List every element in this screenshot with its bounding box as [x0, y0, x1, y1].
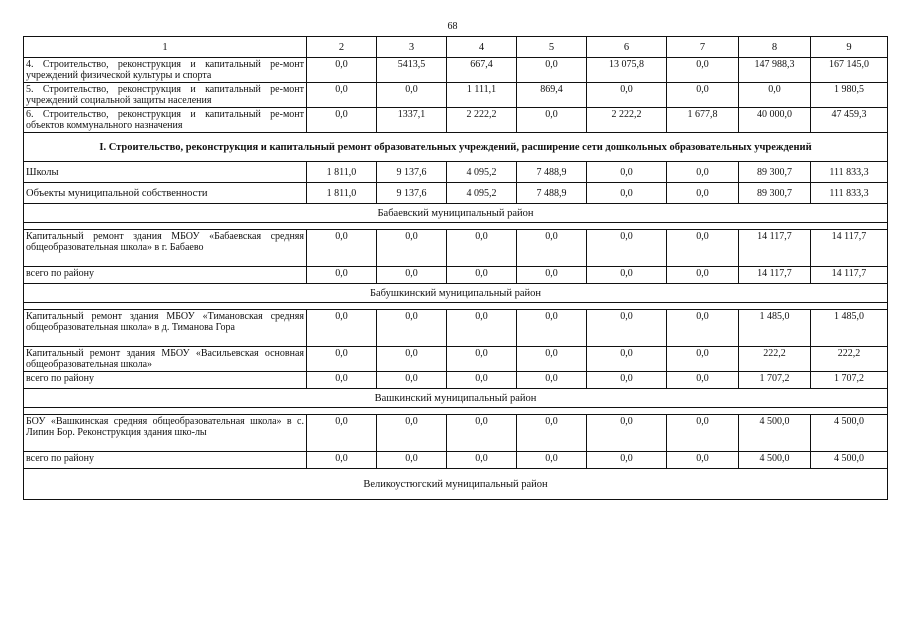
- cell: 1337,1: [377, 108, 447, 133]
- cell: 0,0: [307, 230, 377, 267]
- cell: 0,0: [667, 183, 739, 204]
- cell: 0,0: [517, 108, 587, 133]
- col-header: 2: [307, 37, 377, 58]
- cell: 14 117,7: [739, 267, 811, 284]
- cell: 1 677,8: [667, 108, 739, 133]
- column-header-row: [24, 37, 888, 58]
- cell: 0,0: [307, 58, 377, 83]
- cell: 1 980,5: [811, 83, 888, 108]
- row-label: всего по району: [24, 372, 307, 389]
- cell: 0,0: [587, 183, 667, 204]
- cell: 0,0: [587, 162, 667, 183]
- cell: 7 488,9: [517, 183, 587, 204]
- cell: 0,0: [307, 310, 377, 347]
- table-row: [24, 347, 888, 372]
- cell: 1 485,0: [811, 310, 888, 347]
- cell: 0,0: [517, 310, 587, 347]
- cell: 1 485,0: [739, 310, 811, 347]
- col-header: 4: [447, 37, 517, 58]
- cell: 0,0: [447, 267, 517, 284]
- col-header: 8: [739, 37, 811, 58]
- cell: 0,0: [377, 230, 447, 267]
- cell: 40 000,0: [739, 108, 811, 133]
- cell: 1 811,0: [307, 162, 377, 183]
- cell: 1 707,2: [811, 372, 888, 389]
- table-row: [24, 58, 888, 83]
- cell: 0,0: [739, 83, 811, 108]
- cell: 0,0: [517, 267, 587, 284]
- cell: 7 488,9: [517, 162, 587, 183]
- cell: 0,0: [447, 347, 517, 372]
- cell: 5413,5: [377, 58, 447, 83]
- table-row: [24, 230, 888, 267]
- cell: 14 117,7: [811, 267, 888, 284]
- cell: 147 988,3: [739, 58, 811, 83]
- cell: 4 095,2: [447, 162, 517, 183]
- cell: 667,4: [447, 58, 517, 83]
- cell: 0,0: [667, 415, 739, 452]
- cell: 0,0: [667, 58, 739, 83]
- cell: 14 117,7: [811, 230, 888, 267]
- cell: 111 833,3: [811, 162, 888, 183]
- cell: 0,0: [447, 415, 517, 452]
- cell: 0,0: [667, 452, 739, 469]
- cell: 0,0: [587, 347, 667, 372]
- cell: 0,0: [587, 452, 667, 469]
- district-row: [24, 204, 888, 223]
- district-row: [24, 389, 888, 408]
- cell: 0,0: [587, 372, 667, 389]
- row-label: Капитальный ремонт здания МБОУ «Тимановская средняя общеобразовательная школа» в д. Тиманова Гора: [24, 310, 307, 347]
- cell: 0,0: [667, 83, 739, 108]
- cell: 4 500,0: [811, 452, 888, 469]
- cell: 9 137,6: [377, 162, 447, 183]
- district-row: [24, 284, 888, 303]
- cell: 111 833,3: [811, 183, 888, 204]
- cell: 0,0: [587, 415, 667, 452]
- row-label: Объекты муниципальной собственности: [24, 183, 307, 204]
- cell: 0,0: [377, 372, 447, 389]
- table-row: [24, 372, 888, 389]
- cell: 0,0: [377, 310, 447, 347]
- table-row: [24, 452, 888, 469]
- col-header: 5: [517, 37, 587, 58]
- district-title: Бабушкинский муниципальный район: [24, 284, 888, 303]
- table-row: [24, 415, 888, 452]
- cell: 0,0: [587, 310, 667, 347]
- cell: 9 137,6: [377, 183, 447, 204]
- col-header: 3: [377, 37, 447, 58]
- cell: 0,0: [377, 267, 447, 284]
- row-label: всего по району: [24, 267, 307, 284]
- cell: 89 300,7: [739, 183, 811, 204]
- col-header: 9: [811, 37, 888, 58]
- cell: 0,0: [307, 267, 377, 284]
- table-row: [24, 83, 888, 108]
- row-label: Капитальный ремонт здания МБОУ «Васильевская основная общеобразовательная школа»: [24, 347, 307, 372]
- section-title: I. Строительство, реконструкция и капитальный ремонт образовательных учреждений, расширение сети дошкольных образовательных учреждений: [24, 133, 888, 162]
- cell: 0,0: [587, 230, 667, 267]
- cell: 0,0: [447, 230, 517, 267]
- cell: 1 707,2: [739, 372, 811, 389]
- row-label: БОУ «Вашкинская средняя общеобразовательная школа» в с. Липин Бор. Реконструкция здания шко-лы: [24, 415, 307, 452]
- page-number: 68: [447, 21, 458, 32]
- cell: 0,0: [667, 310, 739, 347]
- cell: 0,0: [667, 347, 739, 372]
- table-row: [24, 310, 888, 347]
- cell: 0,0: [377, 83, 447, 108]
- col-header: 6: [587, 37, 667, 58]
- cell: 0,0: [307, 452, 377, 469]
- cell: 0,0: [307, 372, 377, 389]
- district-title: Великоустюгский муниципальный район: [24, 469, 888, 500]
- cell: 222,2: [739, 347, 811, 372]
- budget-table: [23, 36, 888, 500]
- row-label: 5. Строительство, реконструкция и капитальный ре-монт учреждений социальной защиты населения: [24, 83, 307, 108]
- col-header: 1: [24, 37, 307, 58]
- cell: 222,2: [811, 347, 888, 372]
- table-row: [24, 162, 888, 183]
- cell: 0,0: [517, 347, 587, 372]
- cell: 869,4: [517, 83, 587, 108]
- cell: 0,0: [447, 372, 517, 389]
- row-label: Капитальный ремонт здания МБОУ «Бабаевская средняя общеобразовательная школа» в г. Бабаево: [24, 230, 307, 267]
- spacer: [24, 223, 888, 230]
- row-label: Школы: [24, 162, 307, 183]
- cell: 0,0: [667, 162, 739, 183]
- cell: 2 222,2: [447, 108, 517, 133]
- row-label: 4. Строительство, реконструкция и капитальный ре-монт учреждений физической культуры и спорта: [24, 58, 307, 83]
- cell: 4 500,0: [739, 452, 811, 469]
- cell: 0,0: [667, 230, 739, 267]
- spacer: [24, 303, 888, 310]
- cell: 0,0: [517, 230, 587, 267]
- cell: 0,0: [587, 267, 667, 284]
- district-row: [24, 469, 888, 500]
- cell: 167 145,0: [811, 58, 888, 83]
- cell: 0,0: [307, 83, 377, 108]
- cell: 14 117,7: [739, 230, 811, 267]
- cell: 0,0: [517, 452, 587, 469]
- cell: 0,0: [517, 372, 587, 389]
- cell: 0,0: [517, 58, 587, 83]
- cell: 0,0: [307, 415, 377, 452]
- col-header: 7: [667, 37, 739, 58]
- cell: 0,0: [307, 108, 377, 133]
- cell: 0,0: [587, 83, 667, 108]
- cell: 89 300,7: [739, 162, 811, 183]
- cell: 0,0: [377, 452, 447, 469]
- row-label: 6. Строительство, реконструкция и капитальный ре-монт объектов коммунального назначения: [24, 108, 307, 133]
- cell: 0,0: [667, 267, 739, 284]
- cell: 1 111,1: [447, 83, 517, 108]
- cell: 0,0: [377, 347, 447, 372]
- cell: 47 459,3: [811, 108, 888, 133]
- spacer: [24, 408, 888, 415]
- cell: 13 075,8: [587, 58, 667, 83]
- cell: 4 500,0: [811, 415, 888, 452]
- table-row: [24, 183, 888, 204]
- cell: 4 095,2: [447, 183, 517, 204]
- cell: 4 500,0: [739, 415, 811, 452]
- cell: 2 222,2: [587, 108, 667, 133]
- table-row: [24, 267, 888, 284]
- cell: 0,0: [377, 415, 447, 452]
- district-title: Бабаевский муниципальный район: [24, 204, 888, 223]
- cell: 0,0: [447, 452, 517, 469]
- section-title-row: [24, 133, 888, 162]
- cell: 0,0: [447, 310, 517, 347]
- cell: 1 811,0: [307, 183, 377, 204]
- cell: 0,0: [517, 415, 587, 452]
- cell: 0,0: [667, 372, 739, 389]
- cell: 0,0: [307, 347, 377, 372]
- table-row: [24, 108, 888, 133]
- row-label: всего по району: [24, 452, 307, 469]
- district-title: Вашкинский муниципальный район: [24, 389, 888, 408]
